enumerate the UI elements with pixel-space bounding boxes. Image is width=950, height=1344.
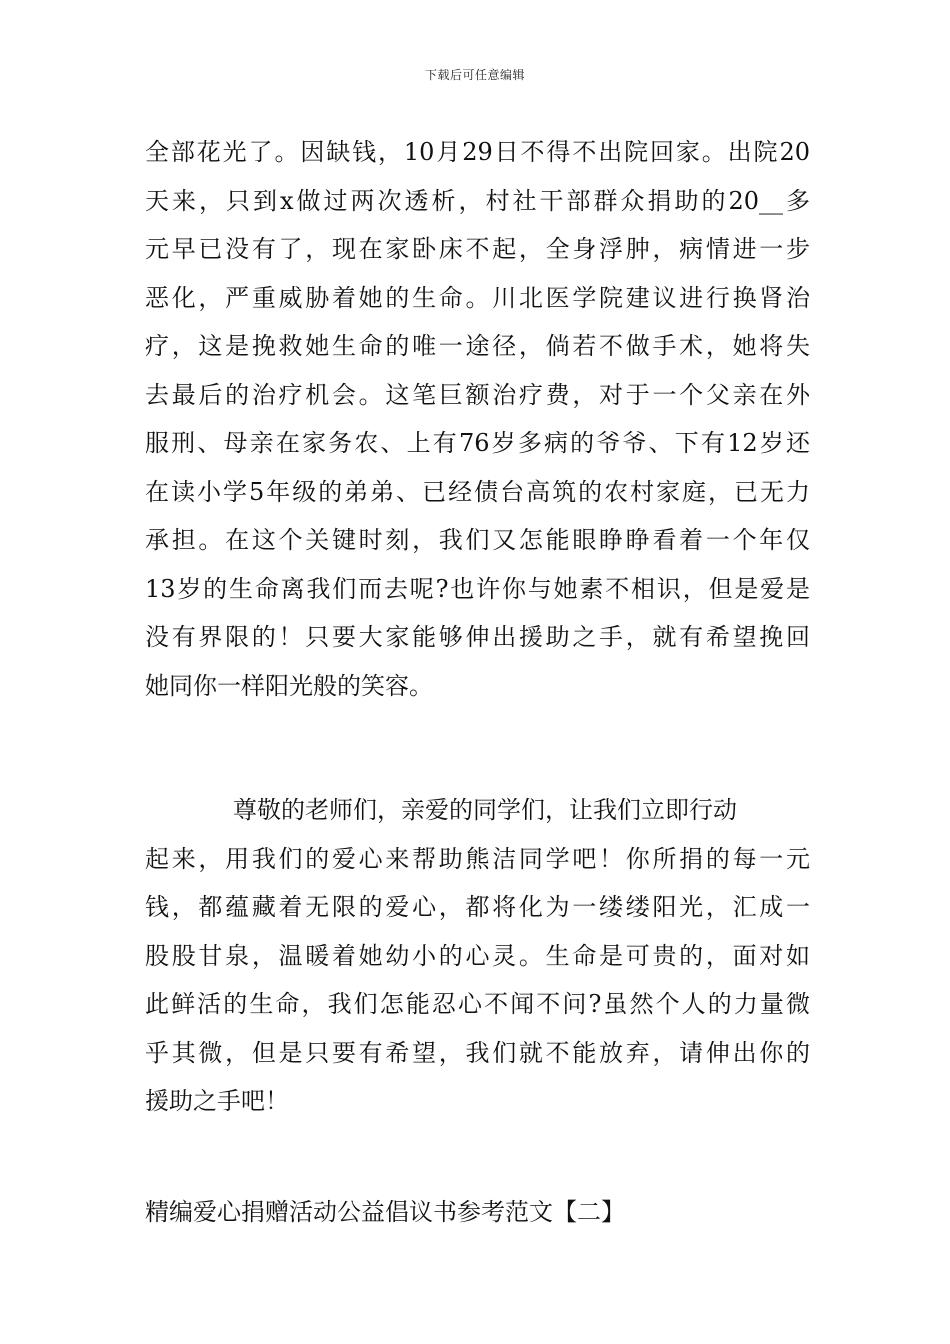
paragraph-1-line: 全部花光了。因缺钱，10月29日不得不出院回家。出院20 bbox=[145, 138, 810, 166]
paragraph-spacer bbox=[145, 710, 810, 786]
paragraph-1-line: 13岁的生命离我们而去呢?也许你与她素不相识，但是爱是 bbox=[145, 574, 810, 603]
paragraph-2-line: 乎其微，但是只要有希望，我们就不能放弃，请伸出你的 bbox=[145, 1038, 810, 1067]
section-title: 精编爱心捐赠活动公益倡议书参考范文【二】 bbox=[145, 1197, 625, 1226]
paragraph-1-line: 承担。在这个关键时刻，我们又怎能眼睁睁看着一个年仅 bbox=[145, 526, 810, 554]
paragraph-2-line: 此鲜活的生命，我们怎能忍心不闻不问?虽然个人的力量微 bbox=[145, 990, 810, 1018]
paragraph-2-line: 援助之手吧！ bbox=[145, 1087, 289, 1115]
paragraph-1-line: 服刑、母亲在家务农、上有76岁多病的爷爷、下有12岁还 bbox=[145, 429, 810, 457]
paragraph-2-line: 股股甘泉，温暖着她幼小的心灵。生命是可贵的，面对如 bbox=[145, 941, 810, 970]
paragraph-1-line: 她同你一样阳光般的笑容。 bbox=[145, 671, 433, 700]
page-header: 下载后可任意编辑 bbox=[424, 68, 525, 82]
paragraph-1-line: 天来，只到x做过两次透析，村社干部群众捐助的20__多 bbox=[145, 186, 810, 215]
paragraph-1 bbox=[145, 128, 810, 710]
paragraph-1-line: 疗，这是挽救她生命的唯一途径，倘若不做手术，她将失 bbox=[145, 332, 810, 360]
paragraph-2 bbox=[145, 786, 810, 1126]
paragraph-2-line: 尊敬的老师们，亲爱的同学们，让我们立即行动 bbox=[233, 796, 737, 824]
paragraph-1-line: 去最后的治疗机会。这笔巨额治疗费，对于一个父亲在外 bbox=[145, 380, 810, 409]
document-body bbox=[145, 128, 810, 1236]
paragraph-2-line: 起来，用我们的爱心来帮助熊洁同学吧！你所捐的每一元 bbox=[145, 844, 810, 873]
section-spacer bbox=[145, 1126, 810, 1188]
paragraph-1-line: 恶化，严重威胁着她的生命。川北医学院建议进行换肾治 bbox=[145, 283, 810, 312]
paragraph-2-line: 钱，都蕴藏着无限的爱心，都将化为一缕缕阳光，汇成一 bbox=[145, 893, 810, 921]
paragraph-1-line: 没有界限的！只要大家能够伸出援助之手，就有希望挽回 bbox=[145, 623, 810, 651]
paragraph-1-line: 在读小学5年级的弟弟、已经债台高筑的农村家庭，已无力 bbox=[145, 477, 810, 506]
paragraph-1-line: 元早已没有了，现在家卧床不起，全身浮肿，病情进一步 bbox=[145, 235, 810, 263]
